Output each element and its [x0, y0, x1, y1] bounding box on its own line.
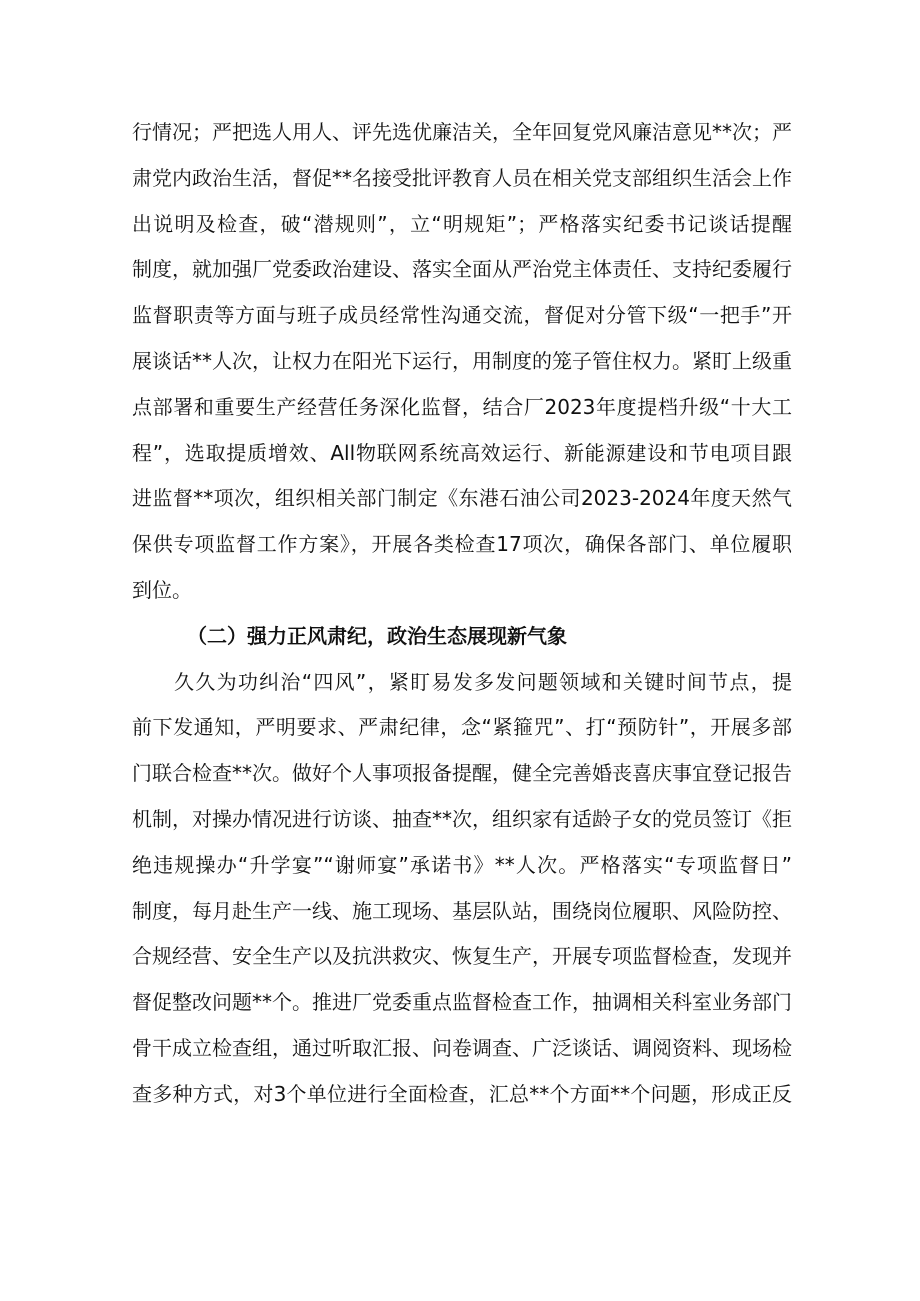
paragraph-line: 制度，每月赴生产一线、施工现场、基层队站，围绕岗位履职、风险防控、 — [132, 898, 792, 923]
paragraph-line: 机制，对操办情况进行访谈、抽查**次，组织家有适龄子女的党员签订《拒 — [132, 806, 792, 831]
paragraph-line: 久久为功纠治“四风”，紧盯易发多发问题领域和关键时间节点，提 — [174, 669, 792, 694]
paragraph-line: 保供专项监督工作方案》，开展各类检查17项次，确保各部门、单位履职 — [132, 532, 792, 557]
paragraph-line: 监督职责等方面与班子成员经常性沟通交流，督促对分管下级“一把手”开 — [132, 303, 792, 328]
paragraph-line: 前下发通知，严明要求、严肃纪律，念“紧箍咒”、打“预防针”，开展多部 — [132, 715, 792, 740]
paragraph-line: 督促整改问题**个。推进厂党委重点监督检查工作，抽调相关科室业务部门 — [132, 990, 792, 1015]
paragraph-line: 进监督**项次，组织相关部门制定《东港石油公司2023-2024年度天然气 — [132, 486, 792, 511]
paragraph-line: 门联合检查**次。做好个人事项报备提醒，健全完善婚丧喜庆事宜登记报告 — [132, 761, 792, 786]
paragraph-line: 制度，就加强厂党委政治建设、落实全面从严治党主体责任、支持纪委履行 — [132, 257, 792, 282]
paragraph-line: 点部署和重要生产经营任务深化监督，结合厂2023年度提档升级“十大工 — [132, 394, 792, 419]
paragraph-line: 出说明及检查，破“潜规则”，立“明规矩”；严格落实纪委书记谈话提醒 — [132, 211, 792, 236]
paragraph-line: 绝违规操办“升学宴”“谢师宴”承诺书》**人次。严格落实“专项监督日” — [132, 852, 792, 877]
paragraph-line: 查多种方式，对3个单位进行全面检查，汇总**个方面**个问题，形成正反 — [132, 1081, 792, 1106]
paragraph-line: 骨干成立检查组，通过听取汇报、问卷调查、广泛谈话、调阅资料、现场检 — [132, 1035, 792, 1060]
paragraph-line: 肃党内政治生活，督促**名接受批评教育人员在相关党支部组织生活会上作 — [132, 165, 792, 190]
paragraph-line: 到位。 — [132, 577, 192, 602]
paragraph-line: 合规经营、安全生产以及抗洪救灾、恢复生产，开展专项监督检查，发现并 — [132, 944, 792, 969]
section-heading: （二）强力正风肃纪，政治生态展现新气象 — [187, 623, 567, 648]
paragraph-line: 行情况；严把选人用人、评先选优廉洁关，全年回复党风廉洁意见**次；严 — [132, 120, 792, 144]
paragraph-line: 程”，选取提质增效、All物联网系统高效运行、新能源建设和节电项目跟 — [132, 440, 792, 465]
paragraph-line: 展谈话**人次，让权力在阳光下运行，用制度的笼子管住权力。紧盯上级重 — [132, 348, 792, 373]
document-body — [132, 110, 792, 1118]
